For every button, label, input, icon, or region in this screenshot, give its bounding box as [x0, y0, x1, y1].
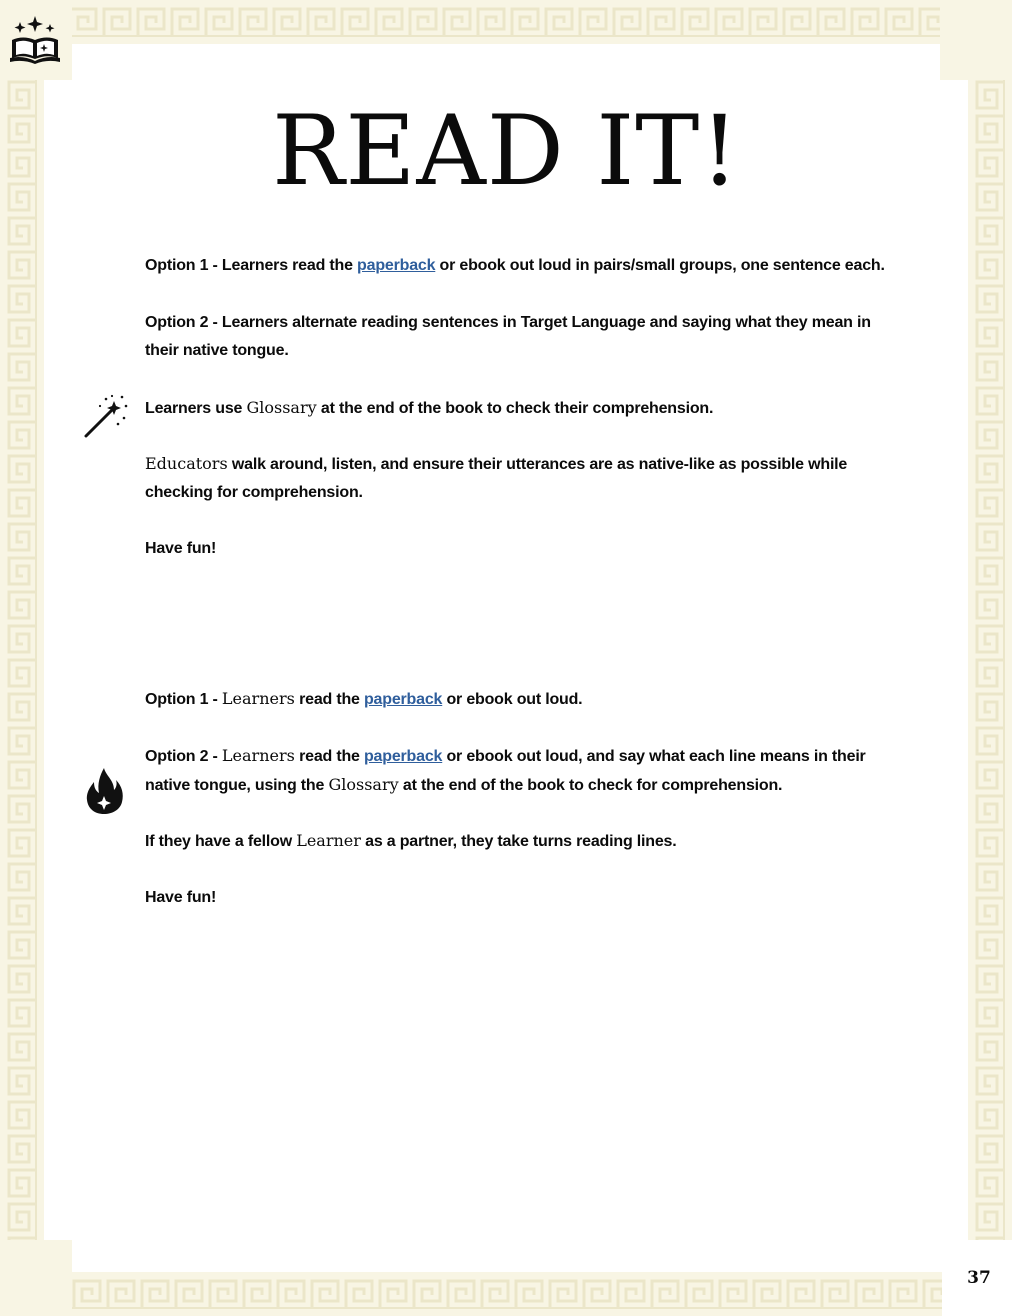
left-border	[0, 80, 44, 1240]
bottom-left-corner	[0, 1240, 72, 1316]
learners-term: Learners	[221, 689, 295, 708]
right-border	[968, 80, 1012, 1240]
paperback-link[interactable]: paperback	[363, 691, 443, 708]
section1-option2	[145, 309, 905, 365]
learner-term: Learner	[296, 831, 361, 850]
option-text: read the	[294, 748, 364, 765]
top-right-corner	[940, 0, 1012, 80]
note-text: at the end of the book to check their comprehension.	[316, 400, 714, 417]
paperback-link[interactable]: paperback	[357, 257, 436, 274]
open-book-sparkles-icon	[8, 14, 62, 66]
option-text: or ebook out loud.	[442, 691, 583, 708]
note-text: Learners use	[145, 400, 247, 417]
have-fun-text: Have fun!	[145, 540, 217, 557]
top-border	[0, 0, 1012, 44]
option-label: Option 1	[145, 257, 209, 274]
educators-term: Educators	[145, 454, 228, 473]
note-text: as a partner, they take turns reading lines.	[360, 833, 677, 850]
option-label: Option 2	[145, 314, 209, 331]
section1-option1	[145, 252, 905, 280]
have-fun-text: Have fun!	[145, 889, 217, 906]
page-title: READ IT!	[272, 95, 740, 207]
educators-note	[145, 450, 905, 507]
section2-option2	[145, 742, 905, 800]
section2-option1	[145, 685, 905, 714]
flame-icon	[84, 766, 126, 816]
page-number: 37	[967, 1268, 991, 1288]
note-text: If they have a fellow	[145, 833, 297, 850]
option-text: or ebook out loud in pairs/small groups, one sentence each.	[435, 257, 885, 274]
option-text: - Learners read the	[208, 257, 358, 274]
glossary-term: Glossary	[328, 775, 399, 794]
option-label: Option 2	[145, 748, 209, 765]
glossary-term: Glossary	[246, 398, 317, 417]
option-text: -	[208, 748, 222, 765]
bottom-border	[72, 1272, 942, 1316]
note-text: walk around, listen, and ensure their utterances are as native-like as possible while checking for comprehension.	[145, 456, 848, 501]
option-label: Option 1	[145, 691, 209, 708]
option-text: - Learners alternate reading sentences in Target Language and saying what they mean in their native tongue.	[145, 314, 871, 359]
learners-term: Learners	[221, 746, 295, 765]
glossary-note	[145, 394, 905, 423]
magic-wand-icon	[82, 392, 130, 440]
option-text: -	[208, 691, 222, 708]
option-text: at the end of the book to check for comprehension.	[398, 777, 783, 794]
partner-note	[145, 827, 905, 856]
option-text: or ebook out loud, and say what each line means in their native tongue, using the	[145, 748, 866, 794]
paperback-link[interactable]: paperback	[363, 748, 443, 765]
option-text: read the	[294, 691, 364, 708]
